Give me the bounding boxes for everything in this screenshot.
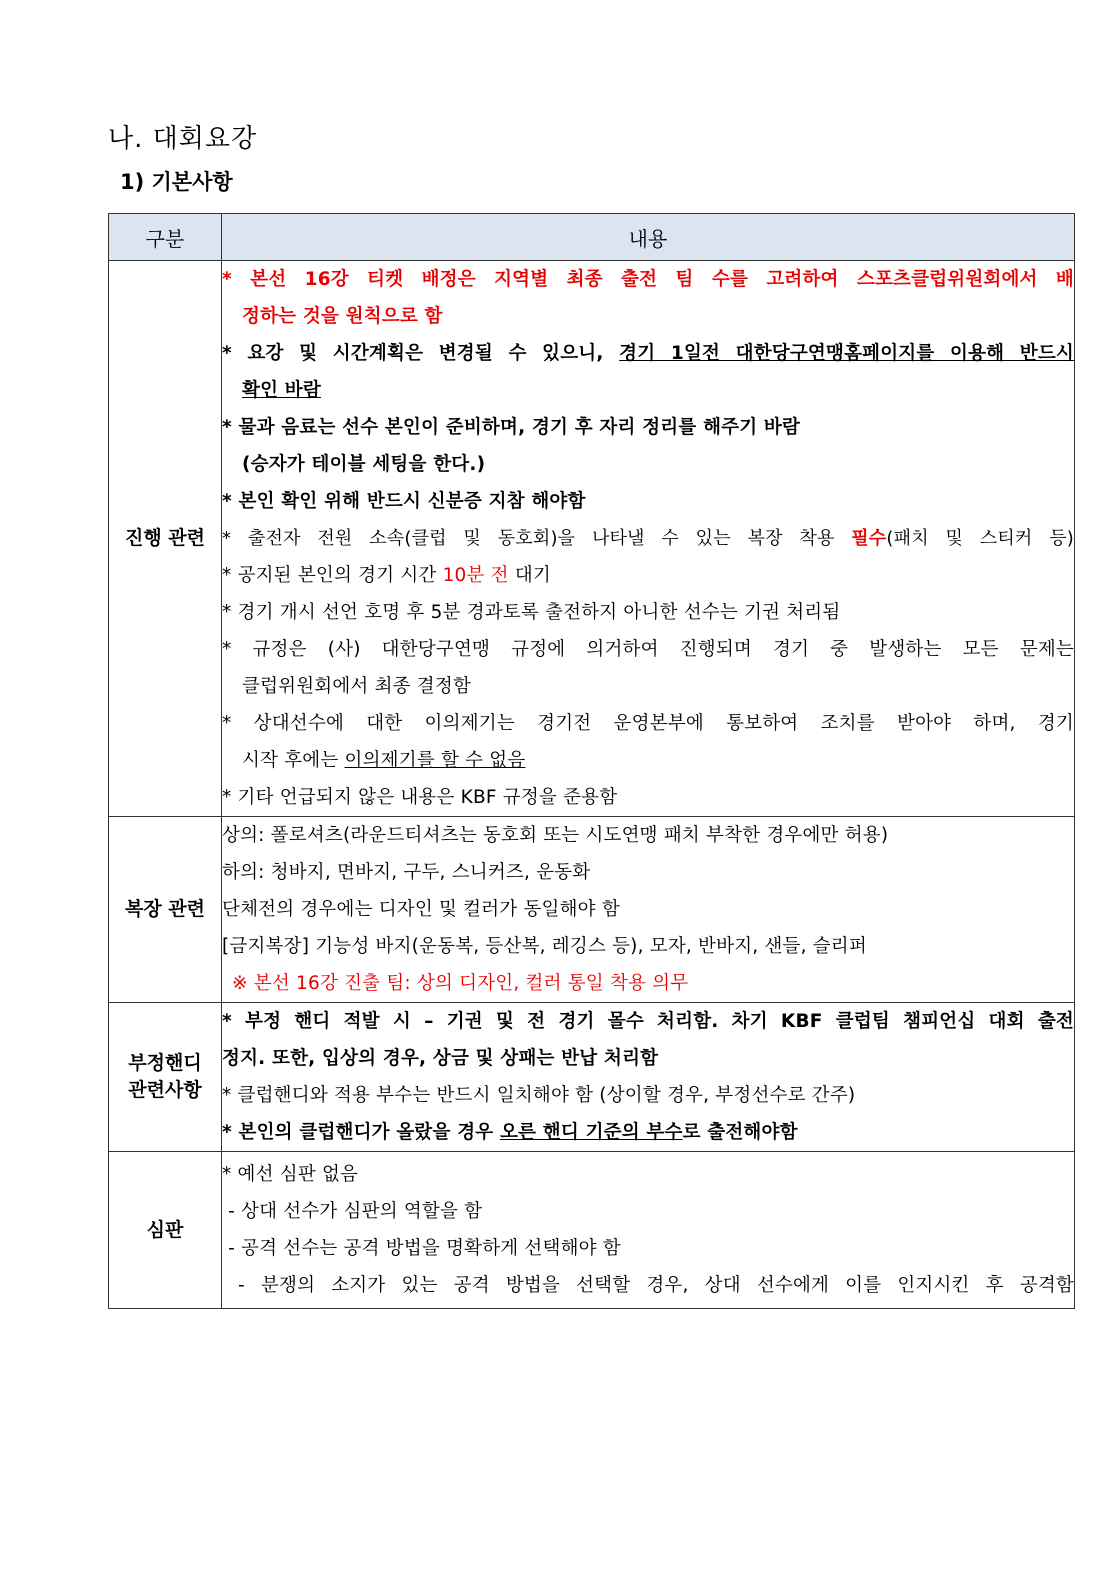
rule-line: 시작 후에는 이의제기를 할 수 없음 — [242, 750, 526, 771]
rule-line: ※ 본선 16강 진출 팀: 상의 디자인, 컬러 통일 착용 의무 — [232, 973, 689, 994]
rule-line: * 상대선수에 대한 이의제기는 경기전 운영본부에 통보하여 조치를 받아야 하며, 경기 — [222, 713, 1074, 734]
rule-line: - 분쟁의 소지가 있는 공격 방법을 선택할 경우, 상대 선수에게 이를 인지시킨 후 공격함 — [222, 1275, 1074, 1296]
rule-line: * 본선 16강 티켓 배정은 지역별 최종 출전 팀 수를 고려하여 스포츠클럽위원회에서 배 — [222, 269, 1074, 290]
underlined-text: 오른 핸디 기준의 부수 — [500, 1122, 683, 1143]
rule-line: * 공지된 본인의 경기 시간 10분 전 대기 — [222, 565, 551, 586]
rule-line: 정지. 또한, 입상의 경우, 상금 및 상패는 반납 처리함 — [222, 1048, 659, 1069]
table-row-handicap — [109, 1003, 1075, 1152]
header-category: 구분 — [109, 214, 222, 261]
rule-line: 하의: 청바지, 면바지, 구두, 스니커즈, 운동화 — [222, 862, 591, 883]
rule-line: 정하는 것을 원칙으로 함 — [242, 306, 443, 327]
category-progress: 진행 관련 — [109, 261, 222, 817]
rule-line: * 요강 및 시간계획은 변경될 수 있으니, 경기 1일전 대한당구연맹홈페이지를 이용해 반드시 — [222, 343, 1074, 364]
header-content: 내용 — [222, 214, 1075, 261]
rules-table — [108, 213, 1075, 1309]
rule-line: * 부정 핸디 적발 시 – 기권 및 전 경기 몰수 처리함. 차기 KBF 클럽팀 챔피언십 대회 출전 — [222, 1011, 1074, 1032]
section-title: 나. 대회요강 — [108, 124, 258, 154]
rule-line: 클럽위원회에서 최종 결정함 — [242, 676, 472, 697]
rule-line: - 공격 선수는 공격 방법을 명확하게 선택해야 함 — [222, 1238, 621, 1259]
rule-line: 단체전의 경우에는 디자인 및 컬러가 동일해야 함 — [222, 899, 620, 920]
rule-line: * 물과 음료는 선수 본인이 준비하며, 경기 후 자리 정리를 해주기 바람 — [222, 417, 801, 438]
table-row-progress — [109, 261, 1075, 817]
rule-line: [금지복장] 기능성 바지(운동복, 등산복, 레깅스 등), 모자, 반바지, 샌들, 슬리퍼 — [222, 936, 867, 957]
rule-line: 상의: 폴로셔츠(라운드티셔츠는 동호회 또는 시도연맹 패치 부착한 경우에만 허용) — [222, 825, 889, 846]
rule-line: * 클럽핸디와 적용 부수는 반드시 일치해야 함 (상이할 경우, 부정선수로 간주) — [222, 1085, 856, 1106]
content-referee — [222, 1152, 1075, 1309]
rule-line: (승자가 테이블 세팅을 한다.) — [242, 454, 486, 475]
rule-line: * 출전자 전원 소속(클럽 및 동호회)을 나타낼 수 있는 복장 착용 필수(패치 및 스티커 등) — [222, 528, 1074, 549]
rule-line: * 기타 언급되지 않은 내용은 KBF 규정을 준용함 — [222, 787, 618, 808]
category-dress: 복장 관련 — [109, 817, 222, 1003]
table-row-referee — [109, 1152, 1075, 1309]
rule-line: * 경기 개시 선언 호명 후 5분 경과토록 출전하지 아니한 선수는 기권 처리됨 — [222, 602, 841, 623]
category-referee: 심판 — [109, 1152, 222, 1309]
emphasis-text: 10분 전 — [442, 565, 509, 586]
rule-line: * 예선 심판 없음 — [222, 1164, 359, 1185]
table-header-row — [109, 214, 1075, 261]
underlined-text: 확인 바람 — [242, 380, 321, 401]
rule-line: - 상대 선수가 심판의 역할을 함 — [222, 1201, 483, 1222]
table-row-dress — [109, 817, 1075, 1003]
emphasis-text: 필수 — [851, 528, 887, 549]
rule-line: * 본인의 클럽핸디가 올랐을 경우 오른 핸디 기준의 부수로 출전해야함 — [222, 1122, 798, 1143]
rule-line — [222, 372, 1074, 409]
content-dress — [222, 817, 1075, 1003]
content-handicap — [222, 1003, 1075, 1152]
content-progress — [222, 261, 1075, 817]
underlined-text: 경기 1일전 대한당구연맹홈페이지를 이용해 반드시 — [619, 343, 1074, 364]
underlined-text: 이의제기를 할 수 없음 — [344, 750, 526, 771]
subsection-title: 1) 기본사항 — [120, 170, 233, 194]
rule-line: * 규정은 (사) 대한당구연맹 규정에 의거하여 진행되며 경기 중 발생하는 모든 문제는 — [222, 639, 1074, 660]
category-handicap: 부정핸디 관련사항 — [109, 1003, 222, 1152]
rule-line: * 본인 확인 위해 반드시 신분증 지참 해야함 — [222, 491, 586, 512]
